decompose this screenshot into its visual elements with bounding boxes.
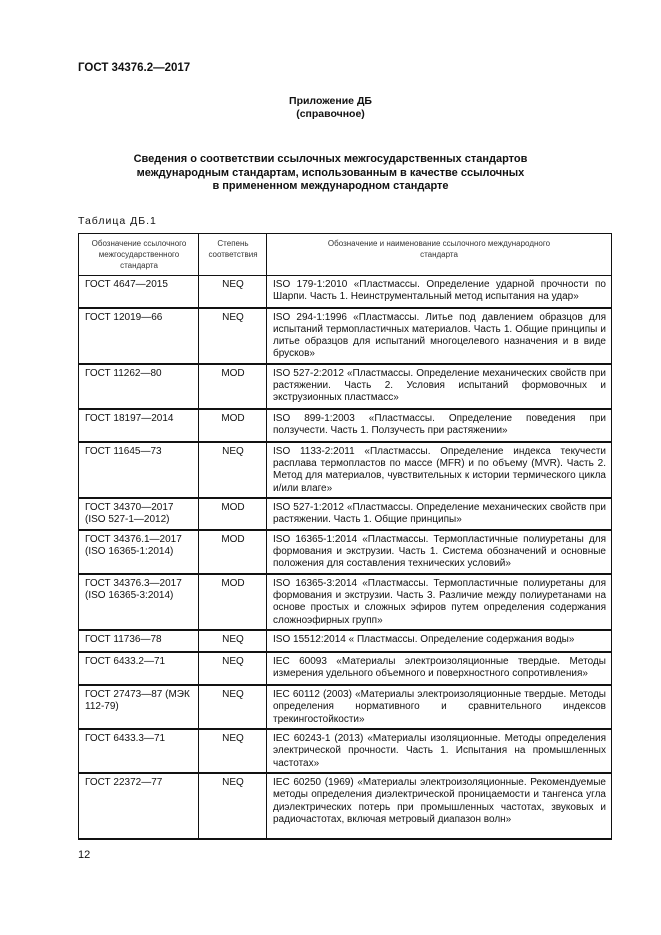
gost-cell: ГОСТ 22372—77: [79, 773, 199, 839]
degree-cell: NEQ: [199, 652, 267, 685]
gost-cell: ГОСТ 4647—2015: [79, 276, 199, 308]
document-code: ГОСТ 34376.2—2017: [78, 62, 191, 74]
degree-cell: MOD: [199, 530, 267, 574]
table-row: [79, 530, 612, 574]
gost-cell: ГОСТ 34376.3—2017 (ISO 16365-3:2014): [79, 574, 199, 630]
international-standard-cell: ISO 16365-3:2014 «Пластмассы. Термопластичные полиуретаны для формования и экструзии. Часть 3. Различие между полиуретанами на основе простых и сложных эфиров путем определения содержания сложноэфирных групп»: [267, 574, 612, 630]
table-row: [79, 630, 612, 652]
gost-cell: ГОСТ 18197—2014: [79, 409, 199, 442]
column-header: Обозначение и наименование ссылочного международного стандарта: [267, 234, 612, 276]
gost-cell: ГОСТ 6433.3—71: [79, 729, 199, 773]
table-header-row: [79, 234, 612, 276]
degree-cell: NEQ: [199, 773, 267, 839]
gost-cell: ГОСТ 12019—66: [79, 308, 199, 364]
appendix-subtitle: (справочное): [296, 108, 365, 120]
table-row: [79, 442, 612, 498]
degree-cell: NEQ: [199, 729, 267, 773]
appendix-title: Приложение ДБ: [289, 95, 372, 107]
international-standard-cell: IEC 60250 (1969) «Материалы электроизоляционные. Рекомендуемые методы определения диэлектрической проницаемости и тангенса угла диэлектрических потерь при промышленных частотах, звуковых и радиочастотах, включая метровый диапазон волн»: [267, 773, 612, 839]
gost-cell: ГОСТ 34370—2017 (ISO 527-1—2012): [79, 498, 199, 530]
degree-cell: NEQ: [199, 276, 267, 308]
international-standard-cell: IEC 60093 «Материалы электроизоляционные твердые. Методы измерения удельного объемного и поверхностного сопротивления»: [267, 652, 612, 685]
gost-cell: ГОСТ 11645—73: [79, 442, 199, 498]
international-standard-cell: ISO 899-1:2003 «Пластмассы. Определение поведения при ползучести. Часть 1. Ползучесть при растяжении»: [267, 409, 612, 442]
table-row: [79, 773, 612, 839]
appendix-heading: [0, 95, 661, 121]
table-row: [79, 409, 612, 442]
table-row: [79, 652, 612, 685]
international-standard-cell: IEC 60243-1 (2013) «Материалы изоляционные. Методы определения электрической прочности. Часть 1. Испытания на промышленных частотах»: [267, 729, 612, 773]
degree-cell: MOD: [199, 574, 267, 630]
international-standard-cell: ISO 294-1:1996 «Пластмассы. Литье под давлением образцов для испытаний термопластичных материалов. Часть 1. Общие принципы и литье образцов для испытаний многоцелевого назначения и в виде брусков»: [267, 308, 612, 364]
table-row: [79, 574, 612, 630]
table-row: [79, 498, 612, 530]
gost-cell: ГОСТ 11736—78: [79, 630, 199, 652]
gost-cell: ГОСТ 34376.1—2017 (ISO 16365-1:2014): [79, 530, 199, 574]
section-title: [60, 153, 601, 194]
table-row: [79, 308, 612, 364]
degree-cell: NEQ: [199, 685, 267, 729]
title-line: Сведения о соответствии ссылочных межгосударственных стандартов: [133, 153, 528, 165]
title-line: международным стандартам, использованным в качестве ссылочных: [136, 166, 525, 179]
standards-table: [78, 233, 612, 840]
international-standard-cell: ISO 1133-2:2011 «Пластмассы. Определение индекса текучести расплава термопластов по массе (MFR) и по объему (MVR). Часть 2. Метод для материалов, чувствительных к истории термического цикла и/или влаге»: [267, 442, 612, 498]
degree-cell: NEQ: [199, 630, 267, 652]
gost-cell: ГОСТ 6433.2—71: [79, 652, 199, 685]
table-caption: Таблица ДБ.1: [78, 215, 157, 227]
degree-cell: MOD: [199, 498, 267, 530]
international-standard-cell: ISO 179-1:2010 «Пластмассы. Определение ударной прочности по Шарпи. Часть 1. Неинструментальный метод испытания на удар»: [267, 276, 612, 308]
degree-cell: MOD: [199, 364, 267, 409]
international-standard-cell: ISO 527-1:2012 «Пластмассы. Определение механических свойств при растяжении. Часть 1. Общие принципы»: [267, 498, 612, 530]
table-row: [79, 685, 612, 729]
column-header: Степень соответствия: [199, 234, 267, 276]
title-line: в примененном международном стандарте: [212, 180, 449, 192]
table-row: [79, 276, 612, 308]
column-header: Обозначение ссылочного межгосударственного стандарта: [79, 234, 199, 276]
international-standard-cell: ISO 16365-1:2014 «Пластмассы. Термопластичные полиуретаны для формования и экструзии. Часть 1. Система обозначений и основные положения для составления технических условий»: [267, 530, 612, 574]
gost-cell: ГОСТ 27473—87 (МЭК 112-79): [79, 685, 199, 729]
international-standard-cell: ISO 527-2:2012 «Пластмассы. Определение механических свойств при растяжении. Часть 2. Условия испытаний формовочных и экструзионных пластмасс»: [267, 364, 612, 409]
degree-cell: MOD: [199, 409, 267, 442]
degree-cell: NEQ: [199, 308, 267, 364]
degree-cell: NEQ: [199, 442, 267, 498]
table-row: [79, 729, 612, 773]
international-standard-cell: ISO 15512:2014 « Пластмассы. Определение содержания воды»: [267, 630, 612, 652]
international-standard-cell: IEC 60112 (2003) «Материалы электроизоляционные твердые. Методы определения нормативного и сравнительного индексов трекингостойкости»: [267, 685, 612, 729]
gost-cell: ГОСТ 11262—80: [79, 364, 199, 409]
table-row: [79, 364, 612, 409]
page-number: 12: [78, 849, 91, 861]
